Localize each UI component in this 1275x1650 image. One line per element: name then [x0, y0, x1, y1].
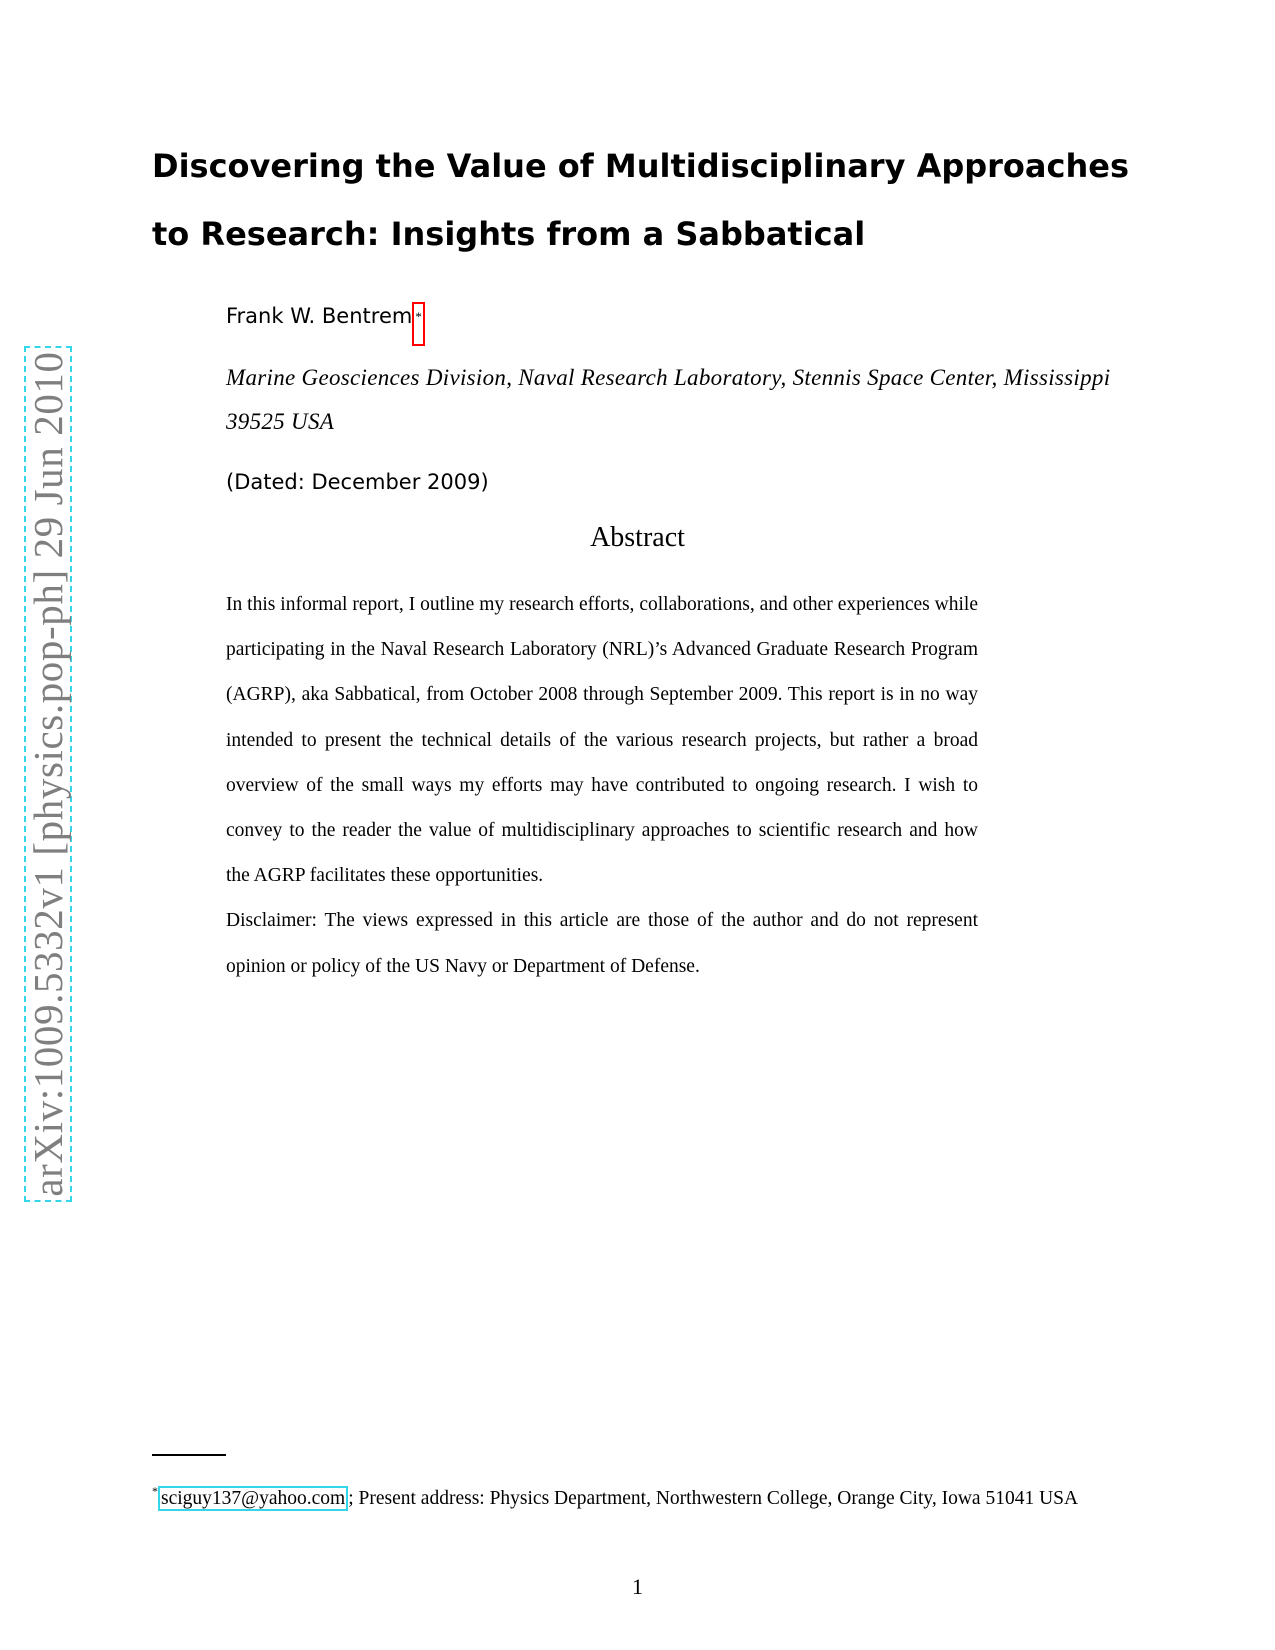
author-footnote-link[interactable]: *: [412, 302, 425, 346]
arxiv-identifier-stamp[interactable]: [24, 346, 72, 1202]
footnote-rule: [152, 1454, 226, 1456]
arxiv-identifier-text: arXiv:1009.5332v1 [physics.pop-ph] 29 Jun 2010: [25, 351, 71, 1197]
author-affiliation: Marine Geosciences Division, Naval Research Laboratory, Stennis Space Center, Mississippi 39525 USA: [226, 365, 1111, 434]
abstract-heading: Abstract: [590, 522, 685, 553]
author-name: Frank W. Bentrem: [226, 304, 413, 328]
abstract-body: In this informal report, I outline my research efforts, collaborations, and other experiences while participating in the Naval Research Laboratory (NRL)’s Advanced Graduate Research Program (AGRP), aka Sabbatical, from October 2008 through September 2009. This report is in no way intended to present the technical details of the various research projects, but rather a broad overview of the small ways my efforts may have contributed to ongoing research. I wish to convey to the reader the value of multidisciplinary approaches to scientific research and how the AGRP facilitates these opportunities.: [226, 594, 978, 887]
date-line: (Dated: December 2009): [226, 470, 489, 494]
abstract-disclaimer: Disclaimer: The views expressed in this article are those of the author and do not represent opinion or policy of the US Navy or Department of Defense.: [226, 910, 978, 977]
page-number: 1: [632, 1574, 643, 1599]
author-line: [226, 302, 425, 346]
footnote-mark: *: [152, 1484, 158, 1498]
footnote: [152, 1468, 1132, 1522]
author-email-link[interactable]: sciguy137@yahoo.com: [158, 1486, 348, 1511]
paper-title: Discovering the Value of Multidisciplinary Approaches to Research: Insights from a Sabbatical: [152, 147, 1129, 253]
footnote-text: ; Present address: Physics Department, Northwestern College, Orange City, Iowa 51041 USA: [348, 1488, 1079, 1509]
abstract-section: [226, 582, 978, 989]
